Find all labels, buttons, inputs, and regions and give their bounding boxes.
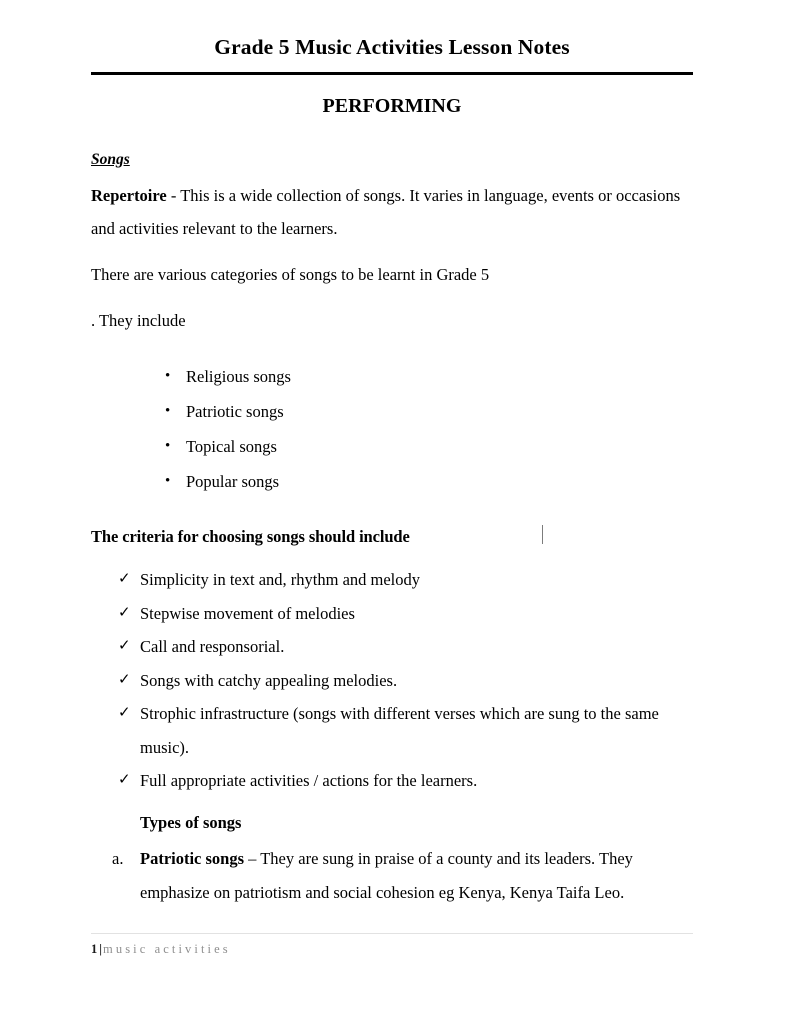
paragraph-categories-intro: There are various categories of songs to be learnt in Grade 5 xyxy=(91,265,490,285)
criteria-heading xyxy=(91,499,693,547)
list-item-label: Topical songs xyxy=(186,437,277,457)
footer-label: music activities xyxy=(103,942,231,956)
text-cursor-caret xyxy=(542,525,543,544)
section-heading-performing: PERFORMING xyxy=(322,94,462,117)
page-title: Grade 5 Music Activities Lesson Notes xyxy=(214,35,570,59)
list-item xyxy=(91,359,693,394)
list-item-label: Full appropriate activities / actions for the learners. xyxy=(140,771,478,791)
checkmark-icon: ✓ xyxy=(118,638,131,655)
list-item xyxy=(91,697,693,764)
list-item xyxy=(91,429,693,464)
repertoire-label: Repertoire xyxy=(91,186,167,206)
checkmark-icon: ✓ xyxy=(118,571,131,588)
list-item xyxy=(91,764,693,798)
repertoire-text: - This is a wide collection of songs. It varies in language, events or occasions and activities relevant to the learners. xyxy=(91,186,681,239)
list-item-label: Call and responsorial. xyxy=(140,637,285,657)
list-item-marker: a. xyxy=(112,849,124,869)
list-item-description: – They are sung in praise of a county and its leaders. They emphasize on patriotism and social cohesion eg Kenya, Kenya Taifa Leo. xyxy=(140,849,633,902)
page-number: 1 xyxy=(91,942,98,956)
list-item xyxy=(91,597,693,631)
list-item xyxy=(91,394,693,429)
page-footer xyxy=(91,933,693,957)
checkmark-icon: ✓ xyxy=(118,604,131,621)
list-item-term: Patriotic songs xyxy=(140,849,245,869)
list-item-label: Songs with catchy appealing melodies. xyxy=(140,670,398,690)
footer-separator: | xyxy=(99,942,103,956)
criteria-heading-label: The criteria for choosing songs should include xyxy=(91,527,410,547)
subheading-songs: Songs xyxy=(91,150,130,168)
list-item xyxy=(91,842,693,909)
bullet-icon: • xyxy=(165,438,171,455)
checkmark-icon: ✓ xyxy=(118,671,131,688)
bullet-icon: • xyxy=(165,403,171,420)
bullet-icon: • xyxy=(165,473,171,490)
list-item xyxy=(91,630,693,664)
checkmark-icon: ✓ xyxy=(118,772,131,789)
checkmark-icon: ✓ xyxy=(118,705,131,722)
list-item xyxy=(91,664,693,698)
types-of-songs-list xyxy=(91,833,693,909)
list-item xyxy=(91,563,693,597)
types-of-songs-heading: Types of songs xyxy=(140,812,242,832)
footer-text xyxy=(91,934,693,957)
paragraph-categories-intro-continued: . They include xyxy=(91,311,186,331)
bullet-icon: • xyxy=(165,368,171,385)
page-content xyxy=(91,0,693,909)
list-item-label: Stepwise movement of melodies xyxy=(140,603,355,623)
song-categories-list xyxy=(91,337,693,499)
list-item-label: Simplicity in text and, rhythm and melody xyxy=(140,570,421,590)
paragraph-repertoire xyxy=(91,170,693,245)
list-item-label: Religious songs xyxy=(186,367,291,387)
criteria-checklist xyxy=(91,547,693,798)
list-item-label: Strophic infrastructure (songs with different verses which are sung to the same music). xyxy=(140,704,659,757)
list-item-label: Popular songs xyxy=(186,472,280,492)
list-item-label: Patriotic songs xyxy=(186,402,284,422)
list-item xyxy=(91,464,693,499)
